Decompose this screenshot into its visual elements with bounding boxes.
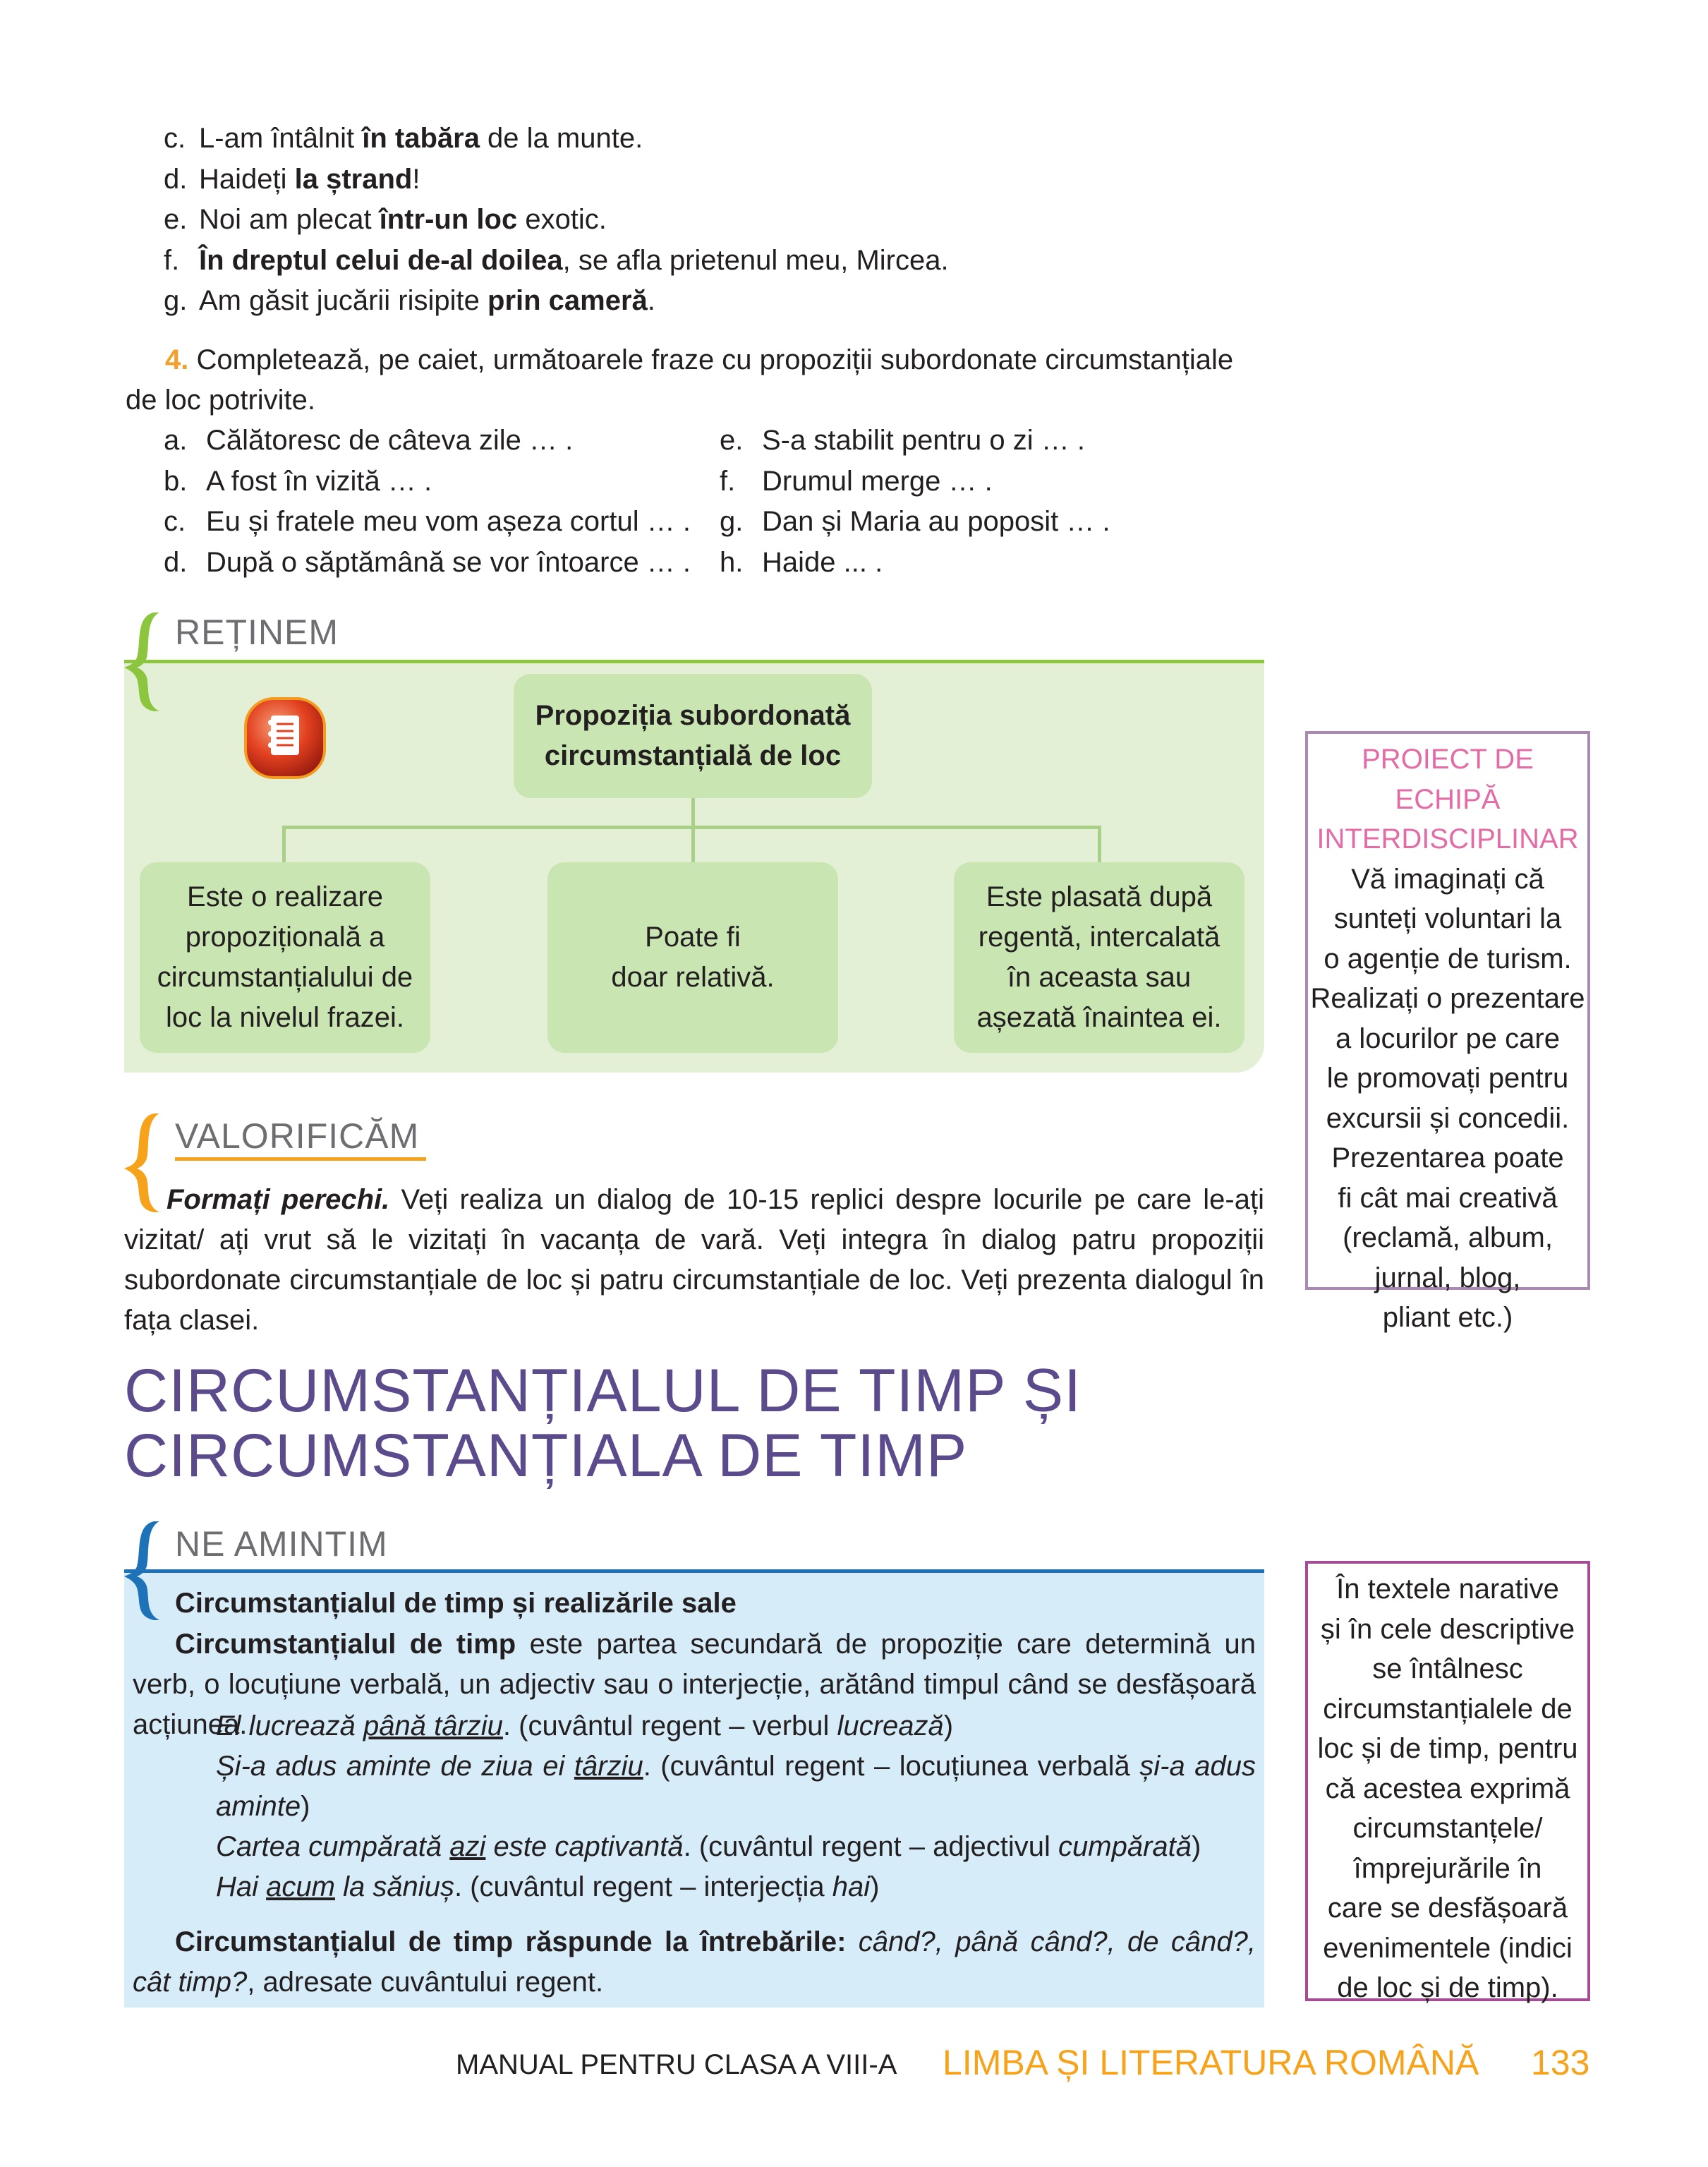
project-line: sunteți voluntari la	[1333, 903, 1562, 934]
chapter-title-line: CIRCUMSTANȚIALUL DE TIMP ȘI	[124, 1357, 1082, 1425]
notebook-icon	[240, 693, 332, 785]
footer-manual: MANUAL PENTRU CLASA A VIII-A	[456, 2049, 897, 2080]
page-number: 133	[1531, 2043, 1590, 2082]
project-line: jurnal, blog,	[1374, 1262, 1521, 1293]
ne-amintim-subheading: Circumstanțialul de timp și realizările sale	[175, 1588, 737, 1619]
connector-line	[282, 826, 286, 862]
exercise-item: c. Eu și fratele meu vom așeza cortul … .	[164, 506, 691, 537]
diagram-child-node-1	[140, 862, 430, 1053]
project-title: INTERDISCIPLINAR	[1316, 823, 1579, 855]
node-text: circumstanțialului de	[157, 962, 413, 993]
project-line: Vă imaginați că	[1351, 863, 1544, 895]
side-note-line: circumstanțialele de	[1323, 1693, 1573, 1725]
example-text: Cartea cumpărată	[216, 1831, 450, 1862]
exercise-3-list	[164, 119, 949, 322]
example-text: Și-a adus aminte de ziua ei	[216, 1751, 574, 1782]
example-text: )	[1192, 1831, 1201, 1862]
project-line: (reclamă, album,	[1343, 1222, 1553, 1253]
exercise-4-right-column	[720, 421, 1110, 583]
example-text: . (cuvântul regent – locuțiunea verbală	[643, 1751, 1140, 1782]
example-highlight: până târziu	[363, 1710, 503, 1742]
exercise-item: g. Dan și Maria au poposit … .	[720, 506, 1110, 537]
side-note-line: care se desfășoară	[1327, 1893, 1568, 1924]
diagram-child-node-3	[954, 862, 1244, 1053]
definition-term: Circumstanțialul de timp	[175, 1629, 516, 1660]
questions-list: când?, până când?, de când?, cât timp?	[133, 1926, 1256, 1998]
example-text: hai	[832, 1871, 871, 1902]
node-text: doar relativă.	[611, 962, 775, 993]
valorificam-lead: Formați perechi.	[166, 1184, 390, 1215]
example-highlight: azi	[449, 1831, 486, 1862]
connector-line	[691, 797, 695, 827]
node-text: așezată înaintea ei.	[976, 1002, 1222, 1033]
example-1	[216, 1706, 1256, 1746]
side-note-line: că acestea exprimă	[1325, 1773, 1570, 1804]
example-text: . (cuvântul regent – verbul	[502, 1710, 837, 1742]
side-note-line: În textele narative	[1336, 1574, 1559, 1605]
project-line: pliant etc.)	[1382, 1302, 1513, 1333]
example-text: . (cuvântul regent – adjectivul	[683, 1831, 1059, 1862]
node-text: loc la nivelul frazei.	[166, 1002, 404, 1033]
ne-amintim-heading: NE AMINTIM	[175, 1524, 388, 1564]
project-line: excursii și concedii.	[1326, 1102, 1570, 1134]
example-text: )	[870, 1871, 880, 1902]
node-text: regentă, intercalată	[978, 922, 1221, 953]
project-line: Prezentarea poate	[1331, 1142, 1564, 1173]
example-4	[216, 1867, 1256, 1907]
side-note-line: circumstanțele/	[1352, 1813, 1543, 1844]
project-line: o agenție de turism.	[1324, 943, 1572, 974]
footer-subject: LIMBA ȘI LITERATURA ROMÂNĂ	[943, 2043, 1479, 2082]
example-highlight: acum	[266, 1871, 335, 1902]
exercise-item: a. Călătoresc de câteva zile … .	[164, 425, 574, 456]
exercise-item: d. După o săptămână se vor întoarce … .	[164, 546, 691, 578]
node-text: Este o realizare	[187, 881, 383, 912]
side-note-line: și în cele descriptive	[1320, 1613, 1575, 1645]
example-text: lucrează	[837, 1710, 944, 1742]
questions-lead: Circumstanțialul de timp răspunde la întrebările:	[175, 1926, 847, 1957]
project-line: fi cât mai creativă	[1338, 1182, 1558, 1214]
questions-paragraph	[133, 1922, 1256, 2003]
example-3	[216, 1827, 1256, 1867]
node-text: Poate fi	[645, 922, 741, 953]
exercise-item: c. L-am întâlnit în tabăra de la munte.	[164, 123, 643, 154]
exercise-item: f. În dreptul celui de-al doilea, se afla prietenul meu, Mircea.	[164, 244, 949, 276]
exercise-item: e. Noi am plecat într-un loc exotic.	[164, 204, 607, 235]
retinem-heading: REȚINEM	[175, 612, 339, 652]
node-text: Propoziția subordonată	[535, 700, 851, 731]
exercise-item: d. Haideți la ștrand!	[164, 163, 420, 195]
project-line: le promovați pentru	[1326, 1063, 1569, 1094]
example-2	[216, 1746, 1256, 1827]
questions-text: , adresate cuvântului regent.	[247, 1967, 604, 1998]
chapter-title-line: CIRCUMSTANȚIALA DE TIMP	[124, 1422, 968, 1490]
node-text: propozițională a	[185, 922, 385, 953]
connector-line	[1098, 826, 1101, 862]
diagram-child-node-2	[547, 862, 838, 1053]
exercise-item: h. Haide ... .	[720, 546, 883, 578]
example-text: . (cuvântul regent – interjecția	[454, 1871, 832, 1902]
project-title: PROIECT DE ECHIPĂ	[1362, 744, 1534, 815]
example-text: )	[943, 1710, 954, 1742]
example-text: și-a adus aminte	[216, 1751, 1256, 1822]
project-line: a locurilor pe care	[1335, 1022, 1560, 1054]
exercise-item: e. S-a stabilit pentru o zi … .	[720, 425, 1085, 456]
exercise-4-left-column	[164, 421, 691, 583]
exercise-4-instruction: 4. Completează, pe caiet, următoarele fraze cu propoziții subordonate circumstanțiale de loc potrivite.	[126, 344, 1234, 416]
chapter-title	[124, 1358, 1082, 1488]
blue-bracket-icon	[121, 1517, 171, 1623]
exercise-item: g. Am găsit jucării risipite prin cameră.	[164, 285, 655, 316]
side-note-line: de loc și de timp).	[1337, 1972, 1558, 2003]
node-text: în aceasta sau	[1007, 962, 1192, 993]
example-highlight: târziu	[574, 1751, 643, 1782]
valorificam-text	[124, 1180, 1264, 1341]
node-text: circumstanțială de loc	[544, 740, 842, 771]
side-note-box	[1305, 1561, 1590, 2001]
connector-line	[691, 826, 695, 862]
side-note-line: împrejurările în	[1353, 1852, 1542, 1884]
diagram-root-node	[514, 674, 872, 798]
example-text: Hai	[216, 1871, 267, 1902]
valorificam-heading: VALORIFICĂM	[175, 1115, 426, 1161]
node-text: Este plasată după	[986, 881, 1213, 912]
green-bracket-icon	[121, 608, 171, 714]
definition-text: este partea secundară de propoziție care determină un verb, o locuțiune verbală, un adjectiv sau o interjecție, arătând timpul când se desfășoară acțiunea.	[133, 1629, 1256, 1740]
example-text: la săniuș	[334, 1871, 454, 1902]
project-line: Realizați o prezentare	[1310, 983, 1585, 1014]
project-box	[1305, 731, 1590, 1333]
valorificam-body: Veți realiza un dialog de 10-15 replici despre locurile pe care le-ați vizitat/ ați vrut să le vizitați în vacanța de vară. Veți integra în dialog patru propoziții subordonate circumstanțiale de loc și patru circumstanțiale de loc. Veți prezenta dialogul în fața clasei.	[124, 1184, 1264, 1336]
side-note-line: evenimentele (indici	[1323, 1932, 1573, 1964]
example-text: El lucrează	[216, 1710, 363, 1742]
exercise-item: f. Drumul merge … .	[720, 465, 993, 497]
example-text: )	[301, 1791, 310, 1822]
example-text: este captivantă	[485, 1831, 684, 1862]
side-note-line: loc și de timp, pentru	[1317, 1733, 1578, 1764]
example-text: cumpărată	[1058, 1831, 1192, 1862]
side-note-line: se întâlnesc	[1372, 1653, 1523, 1684]
examples-block	[216, 1706, 1256, 1907]
exercise-item: b. A fost în vizită … .	[164, 465, 432, 497]
